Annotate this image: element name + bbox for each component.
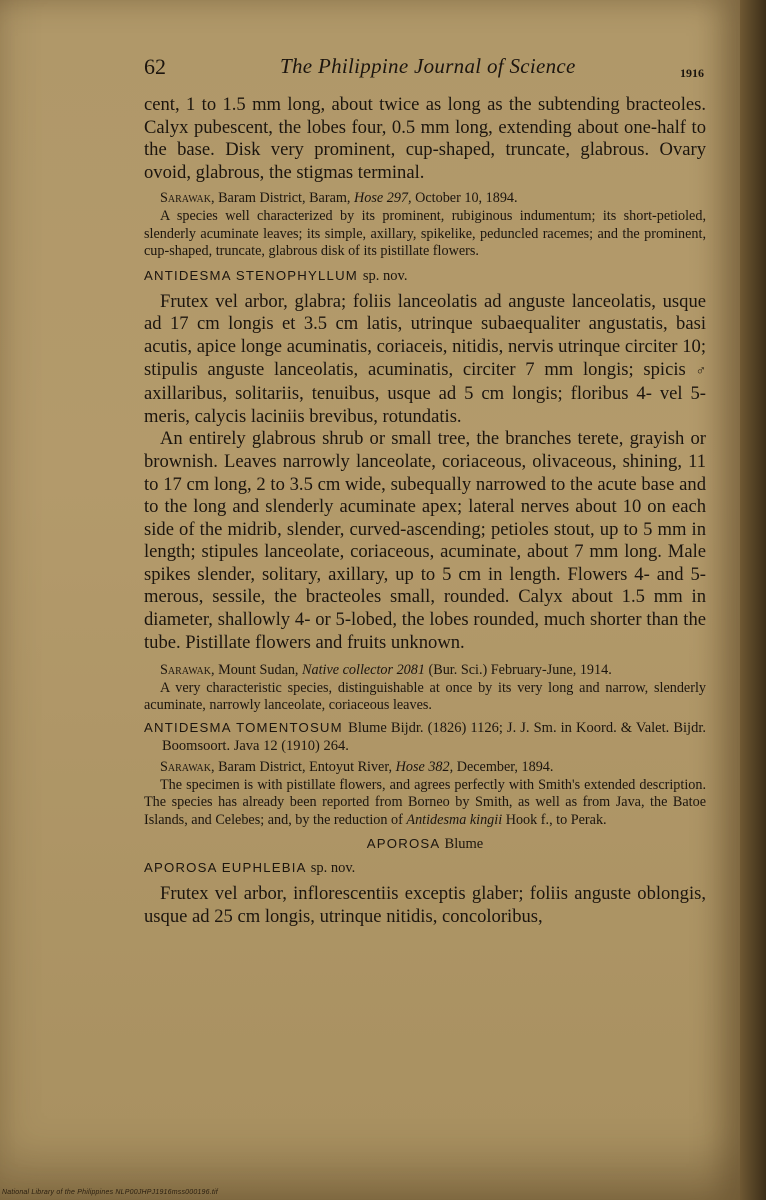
book-edge (740, 0, 766, 1200)
species-citation: Blume Bijdr. (1826) 1126; J. J. Sm. in Koord. & Valet. Bijdr. Boomsoort. Java 12 (1910) 264. (162, 720, 706, 755)
collector: Native collector 2081 (302, 662, 425, 679)
journal-title: The Philippine Journal of Science (280, 54, 576, 78)
species-status: sp. nov. (362, 267, 408, 284)
english-description-1: An entirely glabrous shrub or small tree, the branches terete, grayish or brownish. Leaves narrowly lanceolate, coriaceous, olivaceous, shining, 11 to 17 cm long, 2 to 3.5 cm wide, subequally narrowed to the acute base and to the long and slenderly acuminate apex; lateral nerves about 10 on each side of the midrib, slender, curved-ascending; petioles stout, up to 5 mm in length; stipules lanceolate, coriaceous, acuminate, about 7 mm long. Male spikes slender, solitary, axillary, up to 5 cm in length. Flowers 4- and 5-merous, sessile, the bracteoles small, rounded. Calyx about 1.5 mm in diameter, shallowly 4- or 5-lobed, the lobes rounded, much shorter than the tube. Pistillate flowers and fruits unknown. (144, 428, 706, 653)
latin-text-a: Frutex vel arbor, glabra; foliis lanceolatis ad anguste lanceolatis, usque ad 17 cm longis et 3.5 cm latis, utrinque subaequaliter angustatis, basi acutis, apice longe acuminatis, coriaceis, nitidis, nervis utrinque circiter 10; stipulis anguste lanceolatis, acuminatis, circiter 7 mm longis; spicis (144, 290, 706, 380)
year: 1916 (680, 66, 704, 80)
latin-diagnosis-1 (144, 291, 706, 429)
species-heading-stenophyllum (144, 267, 706, 285)
remark-text-a: The specimen is with pistillate flowers, and agrees perfectly with Smith's extended description. The species has already been reported from Borneo by Smith, as well as from Java, the Batoe Islands, and Celebes; and, by the reduction of (144, 776, 706, 828)
collector: Hose 297, (354, 190, 412, 207)
date: October 10, 1894. (415, 190, 518, 207)
species-name: APOROSA EUPHLEBIA (144, 860, 306, 876)
running-header (144, 54, 704, 84)
species-name: ANTIDESMA STENOPHYLLUM (144, 267, 358, 283)
genus-author: Blume (444, 836, 484, 853)
species-remark-2: A very characteristic species, distinguishable at once by its very long and narrow, slenderly acuminate, narrowly lanceolate, coriaceous leaves. (144, 679, 706, 714)
specimen-citation-3 (144, 759, 706, 777)
species-remark-3 (144, 777, 706, 830)
date: December, 1894. (456, 759, 554, 776)
species-status: sp. nov. (310, 860, 356, 877)
date: (Bur. Sci.) February-June, 1914. (428, 662, 612, 679)
remark-italic-name: Antidesma kingii (406, 811, 503, 828)
archive-footer: National Library of the Philippines NLP00JHPJ1916mss000196.tif (2, 1189, 218, 1196)
remark-text-b: Hook f., to Perak. (505, 811, 607, 828)
page-body (144, 94, 706, 929)
collector: Hose 382, (395, 759, 454, 776)
male-symbol: ♂ (695, 363, 707, 379)
place: Baram District, Entoyut River, (218, 759, 393, 776)
locality: Sarawak, (160, 662, 215, 679)
specimen-citation-1 (144, 190, 706, 208)
place: Mount Sudan, (218, 662, 299, 679)
locality: Sarawak, (160, 759, 215, 776)
species-heading-tomentosum (144, 719, 706, 755)
genus-heading-aporosa (144, 835, 706, 853)
locality: Sarawak, (160, 190, 215, 207)
description-continuation: cent, 1 to 1.5 mm long, about twice as long as the subtending bracteoles. Calyx pubescent, the lobes four, 0.5 mm long, extending about one-half to the base. Disk very prominent, cup-shaped, truncate, glabrous. Ovary ovoid, glabrous, the stigmas terminal. (144, 94, 706, 183)
specimen-citation-2 (144, 662, 706, 680)
page-number: 62 (144, 54, 166, 79)
species-remark-1: A species well characterized by its prominent, rubiginous indumentum; its short-petioled, slenderly acuminate leaves; its simple, axillary, spikelike, peduncled racemes; and the prominent, cup-shaped, truncate, glabrous disk of its pistillate flowers. (144, 207, 706, 260)
latin-diagnosis-2: Frutex vel arbor, inflorescentiis exceptis glaber; foliis anguste oblongis, usque ad 25 cm longis, utrinque nitidis, concoloribus, (144, 883, 706, 927)
species-name: ANTIDESMA TOMENTOSUM (144, 720, 343, 736)
latin-text-b: axillaribus, solitariis, tenuibus, usque ad 5 cm longis; floribus 4- vel 5-meris, calycis laciniis brevibus, rotundatis. (144, 383, 706, 427)
place: Baram District, Baram, (218, 190, 351, 207)
genus-name: APOROSA (366, 836, 440, 852)
species-heading-euphlebia (144, 859, 706, 877)
